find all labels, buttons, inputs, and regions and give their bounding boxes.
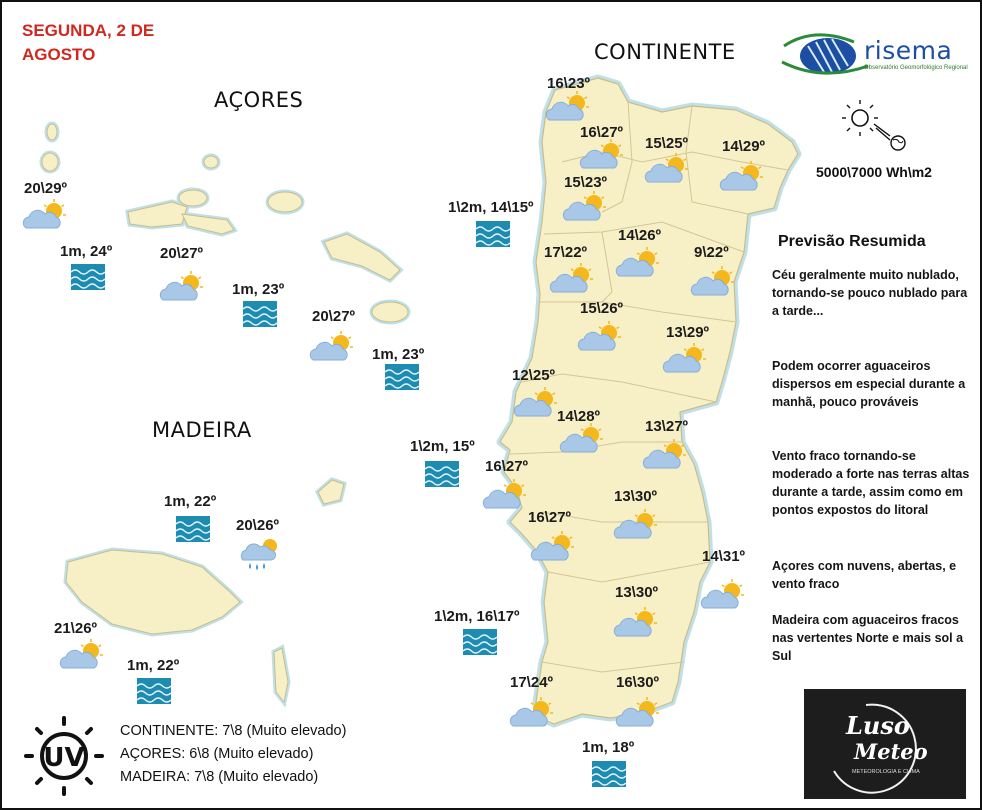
weather-icon-c17 <box>701 579 744 608</box>
uv-madeira: MADEIRA: 7\8 (Muito elevado) <box>120 769 319 785</box>
uv-acores: AÇORES: 6\8 (Muito elevado) <box>120 746 314 762</box>
temp-label: 13\30º <box>615 584 659 601</box>
temp-label: 15\26º <box>580 300 624 317</box>
sea-label: 1m, 22º <box>164 493 217 510</box>
region-continente: CONTINENTE <box>594 40 736 64</box>
weather-icon-a2 <box>160 271 203 300</box>
summary-paragraph: Madeira com aguaceiros fracos nas vertentes Norte e mais sol a Sul <box>772 613 964 663</box>
temp-label: 16\27º <box>485 458 529 475</box>
sea-label: 1m, 24º <box>60 243 113 260</box>
temp-label: 14\29º <box>722 138 766 155</box>
uv-icon-label: UV <box>43 743 85 773</box>
temp-label: 16\27º <box>528 509 572 526</box>
temp-label: 15\23º <box>564 174 608 191</box>
weather-icon-a3 <box>310 331 353 360</box>
lusometeo-logo <box>804 689 966 799</box>
risema-logo-icon <box>782 35 868 74</box>
summary-title: Previsão Resumida <box>778 233 926 250</box>
risema-logo-tagline: Observatório Geomorfológico Regional <box>864 65 968 71</box>
temp-label: 16\30º <box>616 674 660 691</box>
temp-label: 20\27º <box>312 308 356 325</box>
solar-radiation-icon <box>842 100 905 150</box>
temp-label: 20\29º <box>24 180 68 197</box>
sea-label: 1\2m, 16\17º <box>434 608 520 625</box>
temp-label: 9\22º <box>694 244 729 261</box>
temp-label: 12\25º <box>512 367 556 384</box>
temp-label: 16\23º <box>547 75 591 92</box>
lusometeo-tagline: METEOROLOGIA E CLIMA <box>852 769 920 775</box>
temp-label: 13\30º <box>614 488 658 505</box>
summary-paragraph: Açores com nuvens, abertas, e vento fraco <box>772 559 957 591</box>
uv-continente: CONTINENTE: 7\8 (Muito elevado) <box>120 723 347 739</box>
temp-label: 17\24º <box>510 674 554 691</box>
sea-label: 1\2m, 14\15º <box>448 199 534 216</box>
radiation-value: 5000\7000 Wh\m2 <box>816 164 932 180</box>
sea-label: 1\2m, 15º <box>410 438 475 455</box>
region-madeira: MADEIRA <box>152 418 252 442</box>
summary-paragraph: Céu geralmente muito nublado, tornando-se pouco nublado para a tarde... <box>772 268 968 318</box>
lusometeo-name-1: Luso <box>846 711 910 740</box>
date-line-2: AGOSTO <box>22 45 96 64</box>
summary-paragraph: Podem ocorrer aguaceiros dispersos em especial durante a manhã, pouco prováveis <box>772 359 966 409</box>
lusometeo-name-2: Meteo <box>854 739 928 764</box>
sea-icon-s9 <box>592 761 626 787</box>
risema-logo-name: risema <box>864 36 953 65</box>
sea-icon-s4 <box>385 364 419 390</box>
summary-paragraph: Vento fraco tornando-se moderado a forte nas terras altas durante a tarde, assim como em pontos expostos do litoral <box>772 449 970 517</box>
weather-icon-a1 <box>23 199 66 228</box>
temp-label: 16\27º <box>580 124 624 141</box>
sea-label: 1m, 23º <box>232 281 285 298</box>
temp-label: 20\26º <box>236 517 280 534</box>
sea-icon-s1 <box>476 221 510 247</box>
sea-icon-s8 <box>463 629 497 655</box>
temp-label: 14\31º <box>702 548 746 565</box>
temp-label: 15\25º <box>645 135 689 152</box>
sea-icon-s3 <box>243 301 277 327</box>
temp-label: 17\22º <box>544 244 588 261</box>
date-heading <box>22 19 154 67</box>
weather-icon-m1 <box>241 539 277 570</box>
date-line-1: SEGUNDA, 2 DE <box>22 21 155 40</box>
weather-icon-m2 <box>60 639 103 668</box>
sea-icon-s5 <box>425 461 459 487</box>
temp-label: 13\27º <box>645 418 689 435</box>
temp-label: 13\29º <box>666 324 710 341</box>
temp-label: 20\27º <box>160 245 204 262</box>
temp-label: 14\26º <box>618 227 662 244</box>
sea-icon-s2 <box>71 264 105 290</box>
sea-label: 1m, 22º <box>127 657 180 674</box>
sea-icon-s6 <box>176 516 210 542</box>
region-acores: AÇORES <box>214 88 304 112</box>
sea-label: 1m, 18º <box>582 739 635 756</box>
temp-label: 21\26º <box>54 620 98 637</box>
sea-icon-s7 <box>137 678 171 704</box>
uv-index-icon <box>26 718 102 794</box>
sea-label: 1m, 23º <box>372 346 425 363</box>
temp-label: 14\28º <box>557 408 601 425</box>
